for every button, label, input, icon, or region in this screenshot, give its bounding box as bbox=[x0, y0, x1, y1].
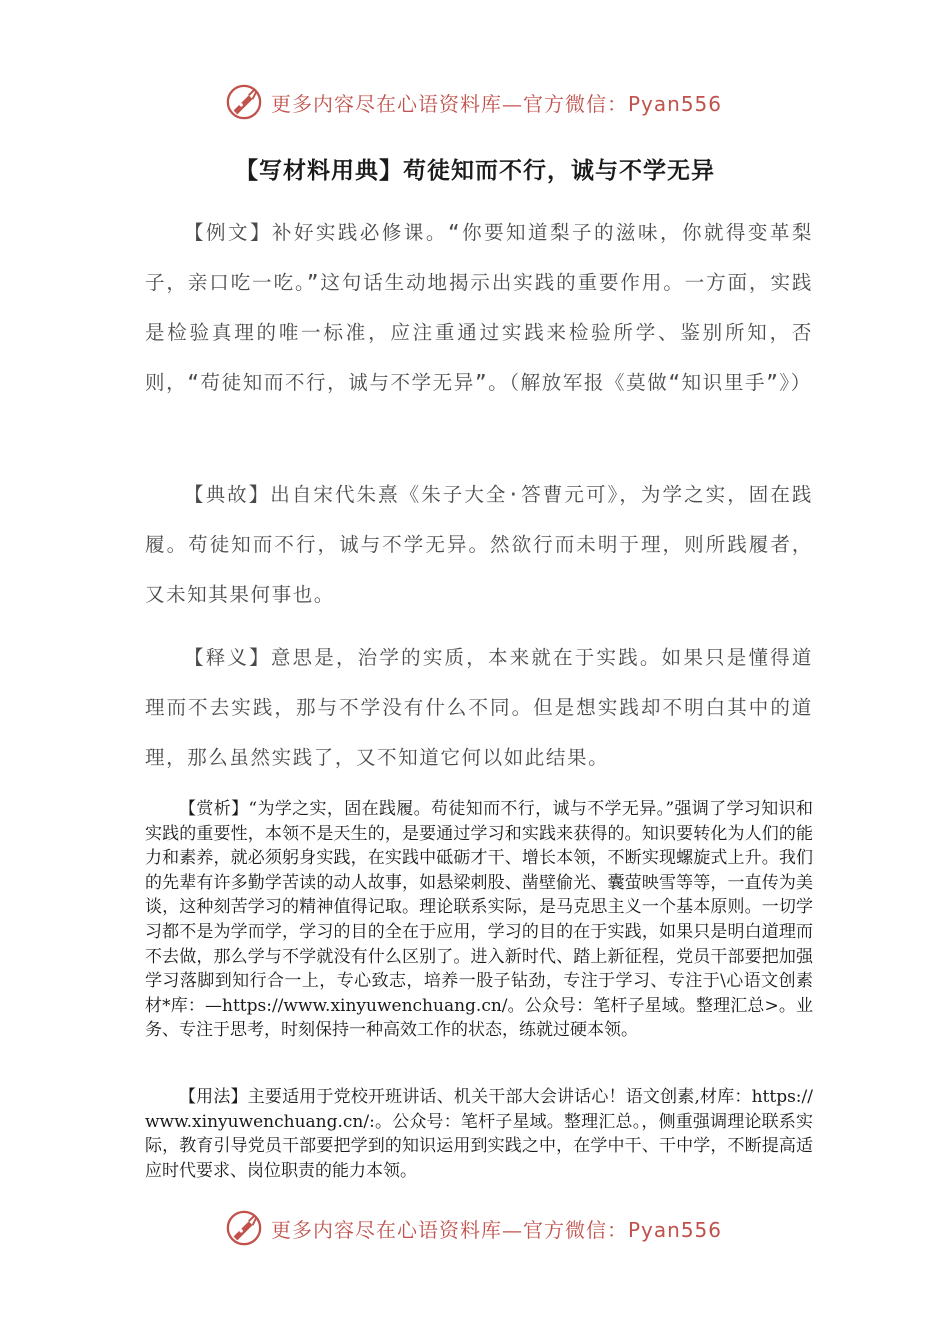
paragraph-meaning: 【释义】意思是，治学的实质，本来就在于实践。如果只是懂得道理而不去实践，那与不学没有什么不同。但是想实践却不明白其中的道理，那么虽然实践了，又不知道它何以如此结果。 bbox=[145, 646, 813, 769]
paragraph-usage: 【用法】主要适用于党校开班讲话、机关干部大会讲话心！语文创素,材库：https://www.xinyuwenchuang.cn/:。公众号：笔杆子星域。整理汇总。，侧重强调理论联系实际，教育引导党员干部要把学到的知识运用到实践之中，在学中干、干中学，不断提高适应时代要求、岗位职责的能力本领。 bbox=[145, 1087, 813, 1181]
paragraph-appreciation: 【赏析】“为学之实，固在践履。苟徒知而不行，诚与不学无异。”强调了学习知识和实践的重要性，本领不是天生的，是要通过学习和实践来获得的。知识要转化为人们的能力和素养，就必须躬身实践，在实践中砥砺才干、增长本领，不断实现螺旋式上升。我们的先辈有许多勤学苦读的动人故事，如悬梁刺股、凿壁偷光、囊萤映雪等等，一直传为美谈，这种刻苦学习的精神值得记取。理论联系实际，是马克思主义一个基本原则。一切学习都不是为学而学，学习的目的全在于应用，学习的目的在于实践，如果只是明白道理而不去做，那么学与不学就没有什么区别了。进入新时代、踏上新征程，党员干部要把加强学习落脚到知行合一上，专心致志，培养一股子钻劲，专注于学习、专注于\心语文创素材*库：—https://www.xinyuwenchuang.cn/。公众号：笔杆子星域。整理汇总>。业务、专注于思考，时刻保持一种高效工作的状态，练就过硬本领。 bbox=[145, 799, 813, 1041]
footer-wechat-id: Pyan556 bbox=[628, 1217, 723, 1242]
footer-banner-text: 更多内容尽在心语资料库—官方微信： bbox=[271, 1217, 628, 1242]
paragraph-example: 【例文】补好实践必修课。“你要知道梨子的滋味，你就得变革梨子，亲口吃一吃。”这句话生动地揭示出实践的重要作用。一方面，实践是检验真理的唯一标准，应注重通过实践来检验所学、鉴别所知，否则，“苟徒知而不行，诚与不学无异”。（解放军报《莫做“知识里手”》） bbox=[145, 221, 813, 394]
header-wechat-id: Pyan556 bbox=[628, 91, 723, 116]
header-banner bbox=[225, 80, 745, 124]
header-banner-text: 更多内容尽在心语资料库—官方微信： bbox=[271, 91, 628, 116]
paragraph-allusion: 【典故】出自宋代朱熹《朱子大全·答曹元可》，为学之实，固在践履。苟徒知而不行，诚与不学无异。然欲行而未明于理，则所践履者，又未知其果何事也。 bbox=[145, 483, 813, 606]
page-title: 【写材料用典】苟徒知而不行，诚与不学无异 bbox=[235, 158, 715, 184]
pen-nib-icon bbox=[225, 1209, 263, 1247]
pen-nib-icon bbox=[225, 83, 263, 121]
footer-banner bbox=[225, 1206, 745, 1250]
